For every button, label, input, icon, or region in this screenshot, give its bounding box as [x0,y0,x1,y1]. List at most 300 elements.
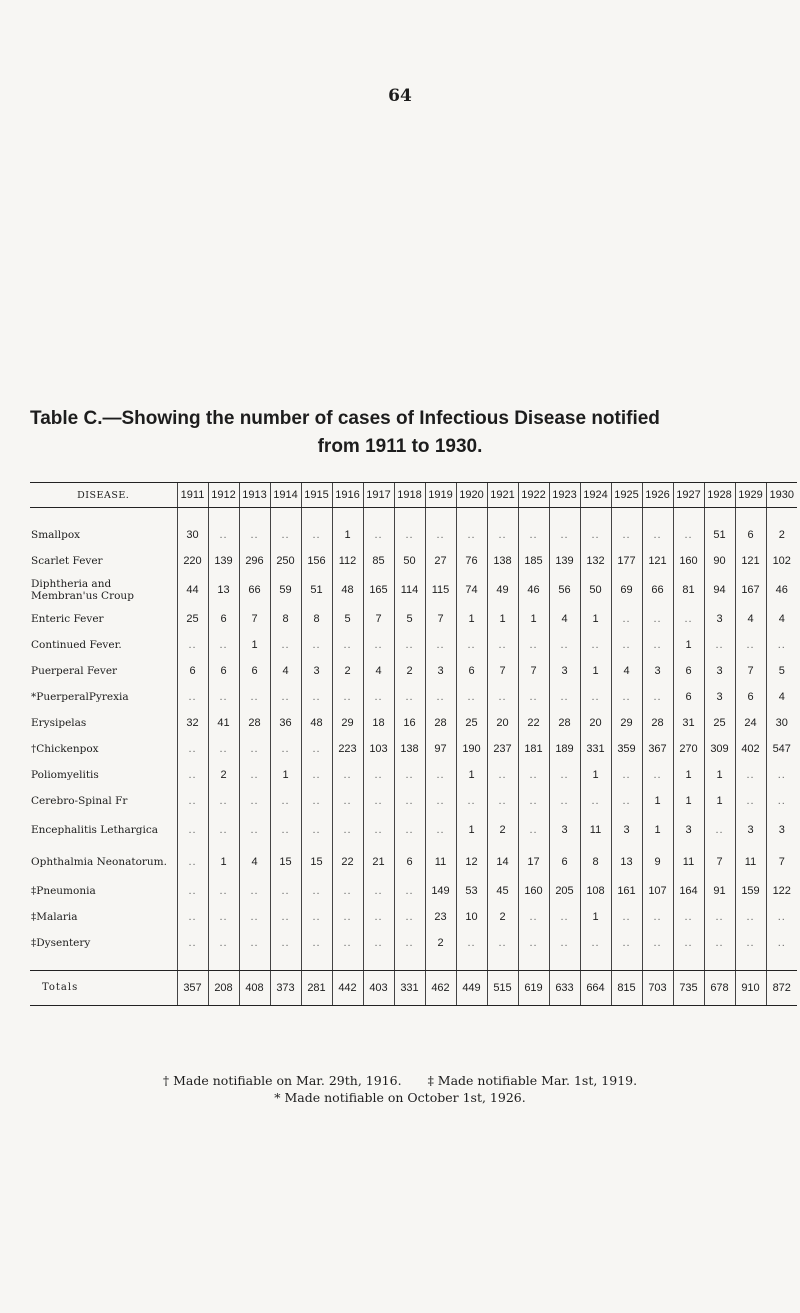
year-header: 1919 [425,483,456,508]
year-header: 1911 [177,483,208,508]
case-count-cell: .. [208,632,239,658]
case-count-cell: 16 [394,710,425,736]
case-count-cell: .. [301,522,332,548]
case-count-cell: 1 [270,762,301,788]
case-count-cell: 108 [580,878,611,904]
footnote-pneumonia-group: ‡ Made notifiable Mar. 1st, 1919. [427,1073,638,1088]
case-count-cell: .. [580,684,611,710]
table-header-row [30,483,797,508]
case-count-cell: 59 [270,574,301,606]
case-count-cell: 103 [363,736,394,762]
case-count-cell: 160 [673,548,704,574]
year-header: 1923 [549,483,580,508]
table-row [30,814,797,846]
table-row [30,762,797,788]
case-count-cell: 4 [735,606,766,632]
case-count-cell: 31 [673,710,704,736]
table-row [30,710,797,736]
case-count-cell: .. [735,762,766,788]
case-count-cell: .. [270,684,301,710]
case-count-cell: 18 [363,710,394,736]
case-count-cell: 9 [642,846,673,878]
case-count-cell: 97 [425,736,456,762]
case-count-cell: .. [363,814,394,846]
case-count-cell: 10 [456,904,487,930]
case-count-cell: 94 [704,574,735,606]
case-count-cell: .. [642,684,673,710]
case-count-cell: .. [735,788,766,814]
case-count-cell: .. [611,762,642,788]
year-header: 1917 [363,483,394,508]
case-count-cell: 11 [735,846,766,878]
case-count-cell: .. [363,788,394,814]
case-count-cell: 164 [673,878,704,904]
case-count-cell: .. [332,930,363,956]
case-count-cell: .. [611,930,642,956]
case-count-cell: .. [580,522,611,548]
case-count-cell: 331 [580,736,611,762]
case-count-cell: 181 [518,736,549,762]
case-count-cell: 114 [394,574,425,606]
case-count-cell: .. [363,930,394,956]
case-count-cell: .. [394,762,425,788]
case-count-cell: .. [611,606,642,632]
total-cell: 910 [735,971,766,1006]
case-count-cell: .. [425,522,456,548]
case-count-cell: 12 [456,846,487,878]
case-count-cell: 3 [642,658,673,684]
case-count-cell: .. [270,522,301,548]
case-count-cell: .. [301,632,332,658]
case-count-cell: 25 [704,710,735,736]
case-count-cell: 7 [766,846,797,878]
case-count-cell: .. [549,904,580,930]
case-count-cell: .. [363,878,394,904]
case-count-cell: 25 [456,710,487,736]
case-count-cell: .. [549,788,580,814]
case-count-cell: .. [177,632,208,658]
case-count-cell: 367 [642,736,673,762]
case-count-cell: 7 [518,658,549,684]
year-header: 1913 [239,483,270,508]
case-count-cell: 51 [301,574,332,606]
case-count-cell: 6 [177,658,208,684]
case-count-cell: .. [239,684,270,710]
table-row [30,930,797,956]
case-count-cell: 205 [549,878,580,904]
total-cell: 331 [394,971,425,1006]
case-count-cell: 1 [580,606,611,632]
total-cell: 208 [208,971,239,1006]
year-header: 1915 [301,483,332,508]
case-count-cell: 122 [766,878,797,904]
case-count-cell: .. [766,762,797,788]
case-count-cell: .. [766,904,797,930]
year-header: 1930 [766,483,797,508]
case-count-cell: .. [177,814,208,846]
case-count-cell: .. [611,788,642,814]
case-count-cell: 3 [549,814,580,846]
case-count-cell: 5 [394,606,425,632]
case-count-cell: .. [549,762,580,788]
case-count-cell: 46 [766,574,797,606]
year-header: 1929 [735,483,766,508]
case-count-cell: .. [735,930,766,956]
year-header: 1921 [487,483,518,508]
case-count-cell: 139 [549,548,580,574]
case-count-cell: 223 [332,736,363,762]
case-count-cell: 6 [735,684,766,710]
case-count-cell: 156 [301,548,332,574]
case-count-cell: 359 [611,736,642,762]
total-cell: 815 [611,971,642,1006]
table-row [30,684,797,710]
case-count-cell: .. [704,632,735,658]
case-count-cell: .. [270,904,301,930]
case-count-cell: 3 [425,658,456,684]
case-count-cell: .. [487,788,518,814]
year-header: 1920 [456,483,487,508]
table-subtitle: from 1911 to 1930. [317,436,483,457]
case-count-cell: 2 [394,658,425,684]
case-count-cell: 4 [611,658,642,684]
year-header: 1924 [580,483,611,508]
table-row [30,788,797,814]
spacer-row [30,956,797,971]
case-count-cell: .. [332,684,363,710]
case-count-cell: 3 [735,814,766,846]
case-count-cell: 66 [239,574,270,606]
spacer-row [30,508,797,523]
case-count-cell: 5 [766,658,797,684]
disease-column-header: DISEASE. [30,483,177,508]
case-count-cell: .. [456,632,487,658]
case-count-cell: .. [549,684,580,710]
case-count-cell: 8 [270,606,301,632]
case-count-cell: .. [239,878,270,904]
case-count-cell: 21 [363,846,394,878]
case-count-cell: .. [766,788,797,814]
footnotes [0,1072,800,1106]
case-count-cell: .. [549,522,580,548]
case-count-cell: .. [301,788,332,814]
case-count-cell: 132 [580,548,611,574]
case-count-cell: 3 [704,684,735,710]
case-count-cell: 20 [487,710,518,736]
case-count-cell: .. [487,632,518,658]
case-count-cell: .. [208,904,239,930]
case-count-cell: .. [642,904,673,930]
case-count-cell: 50 [580,574,611,606]
case-count-cell: .. [487,522,518,548]
case-count-cell: .. [766,930,797,956]
total-cell: 281 [301,971,332,1006]
case-count-cell: 48 [332,574,363,606]
case-count-cell: 112 [332,548,363,574]
case-count-cell: 185 [518,548,549,574]
case-count-cell: 139 [208,548,239,574]
case-count-cell: 69 [611,574,642,606]
table-row [30,632,797,658]
case-count-cell: .. [270,788,301,814]
table-row [30,736,797,762]
case-count-cell: .. [363,632,394,658]
case-count-cell: 4 [239,846,270,878]
case-count-cell: .. [673,904,704,930]
disease-name: †Chickenpox [31,743,99,755]
case-count-cell: 91 [704,878,735,904]
case-count-cell: 11 [425,846,456,878]
case-count-cell: 189 [549,736,580,762]
case-count-cell: 6 [239,658,270,684]
case-count-cell: 7 [363,606,394,632]
case-count-cell: 2 [766,522,797,548]
total-cell: 403 [363,971,394,1006]
case-count-cell: 3 [673,814,704,846]
case-count-cell: 6 [208,606,239,632]
case-count-cell: .. [301,762,332,788]
case-count-cell: 121 [642,548,673,574]
case-count-cell: .. [642,522,673,548]
case-count-cell: 4 [766,606,797,632]
disease-name: Continued Fever. [31,639,122,651]
total-cell: 872 [766,971,797,1006]
case-count-cell: 6 [735,522,766,548]
case-count-cell: .. [456,930,487,956]
case-count-cell: .. [177,904,208,930]
total-cell: 462 [425,971,456,1006]
case-count-cell: 53 [456,878,487,904]
disease-name: Scarlet Fever [31,555,103,567]
table-row [30,658,797,684]
case-count-cell: .. [611,684,642,710]
case-count-cell: 2 [487,814,518,846]
case-count-cell: .. [301,930,332,956]
case-count-cell: 165 [363,574,394,606]
case-count-cell: 1 [580,762,611,788]
case-count-cell: .. [487,930,518,956]
table-row [30,522,797,548]
case-count-cell: 56 [549,574,580,606]
case-count-cell: 17 [518,846,549,878]
case-count-cell: 177 [611,548,642,574]
case-count-cell: 1 [704,788,735,814]
disease-name: Diphtheria and Membran'us Croup [31,578,134,602]
total-cell: 515 [487,971,518,1006]
case-count-cell: 30 [177,522,208,548]
case-count-cell: 29 [332,710,363,736]
disease-name: *PuerperalPyrexia [31,691,129,703]
case-count-cell: 49 [487,574,518,606]
case-count-cell: .. [301,684,332,710]
case-count-cell: .. [394,522,425,548]
case-count-cell: 402 [735,736,766,762]
case-count-cell: 1 [704,762,735,788]
case-count-cell: 3 [766,814,797,846]
case-count-cell: .. [332,878,363,904]
case-count-cell: 27 [425,548,456,574]
case-count-cell: 1 [673,788,704,814]
table-row [30,904,797,930]
case-count-cell: 7 [735,658,766,684]
case-count-cell: 13 [611,846,642,878]
year-header: 1914 [270,483,301,508]
case-count-cell: .. [301,904,332,930]
case-count-cell: .. [518,814,549,846]
case-count-cell: .. [456,522,487,548]
case-count-cell: .. [239,814,270,846]
case-count-cell: .. [394,904,425,930]
case-count-cell: 85 [363,548,394,574]
case-count-cell: 76 [456,548,487,574]
disease-name: Ophthalmia Neonatorum. [31,856,167,868]
total-cell: 678 [704,971,735,1006]
case-count-cell: .. [363,684,394,710]
case-count-cell: .. [301,814,332,846]
total-cell: 357 [177,971,208,1006]
case-count-cell: 51 [704,522,735,548]
disease-name: Encephalitis Lethargica [31,824,158,836]
year-header: 1922 [518,483,549,508]
case-count-cell: 7 [704,846,735,878]
total-cell: 449 [456,971,487,1006]
case-count-cell: 1 [456,606,487,632]
case-count-cell: .. [580,930,611,956]
total-cell: 442 [332,971,363,1006]
case-count-cell: .. [208,878,239,904]
case-count-cell: .. [394,930,425,956]
case-count-cell: 81 [673,574,704,606]
case-count-cell: 309 [704,736,735,762]
case-count-cell: 1 [456,762,487,788]
case-count-cell: .. [456,788,487,814]
disease-name: Puerperal Fever [31,665,118,677]
case-count-cell: .. [239,762,270,788]
case-count-cell: 1 [332,522,363,548]
table-title: Table C.—Showing the number of cases of Infectious Disease notified [30,408,660,429]
case-count-cell: 11 [673,846,704,878]
case-count-cell: .. [425,788,456,814]
case-count-cell: 30 [766,710,797,736]
year-header: 1926 [642,483,673,508]
case-count-cell: .. [766,632,797,658]
disease-name: Smallpox [31,529,81,541]
case-count-cell: .. [208,684,239,710]
case-count-cell: .. [332,788,363,814]
disease-name: Poliomyelitis [31,769,99,781]
case-count-cell: 1 [642,814,673,846]
case-count-cell: 1 [580,904,611,930]
case-count-cell: .. [208,930,239,956]
case-count-cell: 25 [177,606,208,632]
disease-table-container [30,482,796,1006]
case-count-cell: 149 [425,878,456,904]
case-count-cell: .. [735,632,766,658]
case-count-cell: 3 [549,658,580,684]
case-count-cell: 28 [425,710,456,736]
case-count-cell: 11 [580,814,611,846]
case-count-cell: .. [611,904,642,930]
case-count-cell: .. [518,904,549,930]
case-count-cell: .. [549,632,580,658]
case-count-cell: .. [363,904,394,930]
case-count-cell: 23 [425,904,456,930]
case-count-cell: .. [239,930,270,956]
case-count-cell: .. [518,788,549,814]
case-count-cell: 1 [456,814,487,846]
case-count-cell: 14 [487,846,518,878]
disease-name: ‡Dysentery [31,937,91,949]
case-count-cell: .. [270,878,301,904]
case-count-cell: .. [394,632,425,658]
case-count-cell: 8 [580,846,611,878]
totals-row [30,971,797,1006]
case-count-cell: 2 [332,658,363,684]
case-count-cell: 237 [487,736,518,762]
case-count-cell: 1 [239,632,270,658]
case-count-cell: 50 [394,548,425,574]
case-count-cell: 547 [766,736,797,762]
case-count-cell: 2 [425,930,456,956]
disease-name: Erysipelas [31,717,87,729]
case-count-cell: .. [301,878,332,904]
case-count-cell: .. [549,930,580,956]
case-count-cell: 138 [487,548,518,574]
case-count-cell: 24 [735,710,766,736]
case-count-cell: .. [270,632,301,658]
disease-table [30,482,797,1006]
case-count-cell: .. [518,522,549,548]
total-cell: 735 [673,971,704,1006]
case-count-cell: 20 [580,710,611,736]
case-count-cell: 167 [735,574,766,606]
case-count-cell: .. [518,684,549,710]
case-count-cell: 107 [642,878,673,904]
year-header: 1918 [394,483,425,508]
case-count-cell: .. [425,684,456,710]
case-count-cell: .. [332,814,363,846]
case-count-cell: .. [642,606,673,632]
case-count-cell: .. [332,632,363,658]
year-header: 1916 [332,483,363,508]
case-count-cell: .. [177,846,208,878]
case-count-cell: .. [487,762,518,788]
case-count-cell: .. [332,904,363,930]
total-cell: 408 [239,971,270,1006]
case-count-cell: 220 [177,548,208,574]
case-count-cell: 48 [301,710,332,736]
table-row [30,878,797,904]
total-cell: 633 [549,971,580,1006]
case-count-cell: 159 [735,878,766,904]
case-count-cell: 4 [363,658,394,684]
case-count-cell: 22 [518,710,549,736]
case-count-cell: 28 [239,710,270,736]
case-count-cell: .. [363,762,394,788]
case-count-cell: 190 [456,736,487,762]
case-count-cell: 28 [642,710,673,736]
case-count-cell: 7 [425,606,456,632]
case-count-cell: .. [177,762,208,788]
totals-label: Totals [30,971,177,1006]
case-count-cell: .. [270,930,301,956]
year-header: 1927 [673,483,704,508]
year-header: 1912 [208,483,239,508]
case-count-cell: 15 [270,846,301,878]
case-count-cell: .. [177,930,208,956]
case-count-cell: .. [394,684,425,710]
case-count-cell: .. [673,930,704,956]
